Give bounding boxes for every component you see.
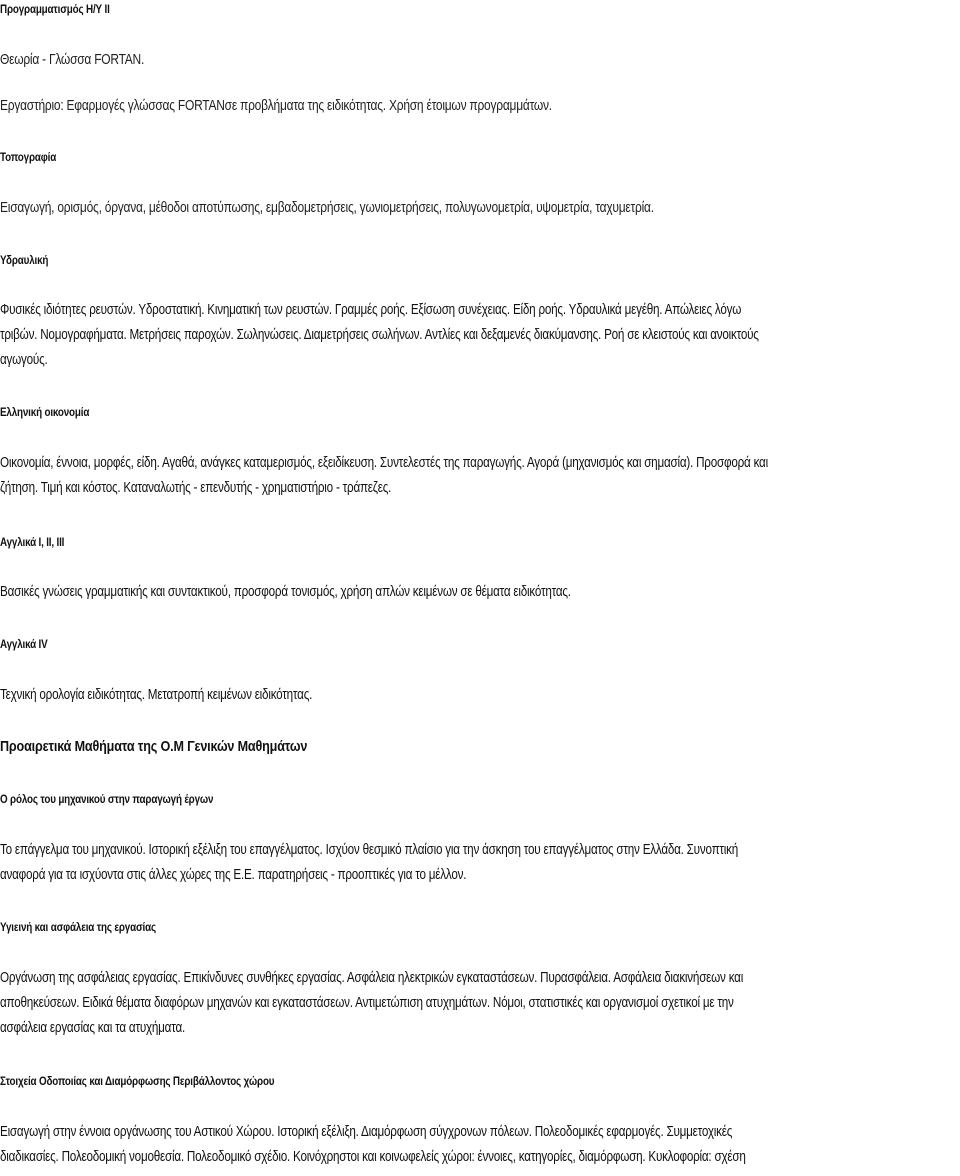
section-heading-programming: Προγραμματισμός Η/Υ ΙΙ [0, 2, 110, 16]
section-heading-hydraulics: Υδραυλική [0, 253, 49, 267]
section-text-line: Το επάγγελμα του μηχανικού. Ιστορική εξέλιξη του επαγγέλματος. Ισχύον θεσμικό πλαίσιο για την άσκηση του επαγγέλματος στην Ελλάδα. Συνοπτική [0, 841, 739, 858]
section-heading-economy: Ελληνική οικονομία [0, 405, 90, 419]
section-heading-engineer-role: Ο ρόλος του μηχανικού στην παραγωγή έργων [0, 792, 214, 806]
section-text-line: ζήτηση. Τιμή και κόστος. Καταναλωτής - επενδυτής - χρηματιστήριο - τράπεζες. [0, 479, 392, 496]
section-text-line: Εισαγωγή, ορισμός, όργανα, μέθοδοι αποτύπωσης, εμβαδομετρήσεις, γωνιομετρήσεις, πολυγωνομετρία, υψομετρία, ταχυμετρία. [0, 199, 654, 216]
section-text-line: αποθηκεύσεων. Ειδικά θέματα διαφόρων μηχανών και εγκαταστάσεων. Αντιμετώπιση ατυχημάτων. Νόμοι, στατιστικές και οργανισμοί σχετικοί με την [0, 994, 734, 1011]
section-heading-road-design: Στοιχεία Οδοποιίας και Διαμόρφωσης Περιβάλλοντος χώρου [0, 1074, 275, 1088]
section-text-line: Βασικές γνώσεις γραμματικής και συντακτικού, προσφορά τονισμός, χρήση απλών κειμένων σε θέματα ειδικότητας. [0, 583, 571, 600]
section-heading-health-safety: Υγιεινή και ασφάλεια της εργασίας [0, 920, 156, 934]
section-text-line: αναφορά για τα ισχύοντα στις άλλες χώρες της Ε.Ε. παρατηρήσεις - προοπτικές για το μέλλον. [0, 866, 467, 883]
section-text-line: Τεχνική ορολογία ειδικότητας. Μετατροπή κειμένων ειδικότητας. [0, 686, 313, 703]
section-heading-english-4: Αγγλικά ΙV [0, 637, 48, 651]
section-text-line: Θεωρία - Γλώσσα FORTAN. [0, 51, 145, 68]
section-text-line: Οικονομία, έννοια, μορφές, είδη. Αγαθά, ανάγκες καταμερισμός, εξειδίκευση. Συντελεστές της παραγωγής. Αγορά (μηχανισμός και σημασία). Προσφορά και [0, 454, 768, 471]
section-text-line: Εισαγωγή στην έννοια οργάνωσης του Αστικού Χώρου. Ιστορική εξέλιξη. Διαμόρφωση σύγχρονων πόλεων. Πολεοδομικές εφαρμογές. Συμμετοχικές [0, 1123, 733, 1140]
section-heading-topography: Τοπογραφία [0, 150, 57, 164]
page-main-heading: Προαιρετικά Μαθήματα της Ο.Μ Γενικών Μαθημάτων [0, 738, 308, 755]
section-text-line: τριβών. Νομογραφήματα. Μετρήσεις παροχών. Σωληνώσεις. Διαμετρήσεις σωλήνων. Αντλίες και δεξαμενές διακύμανσης. Ροή σε κλειστούς και ανοικτούς [0, 326, 759, 343]
section-heading-english-1-3: Αγγλικά Ι, ΙΙ, ΙΙΙ [0, 535, 65, 549]
section-text-line: αγωγούς. [0, 351, 48, 368]
section-text-line: ασφάλεια εργασίας και τα ατυχήματα. [0, 1019, 185, 1036]
section-text-line: Οργάνωση της ασφάλειας εργασίας. Επικίνδυνες συνθήκες εργασίας. Ασφάλεια ηλεκτρικών εγκαταστάσεων. Πυρασφάλεια. Ασφάλεια διακινήσεων και [0, 969, 744, 986]
section-text-line: Εργαστήριο: Εφαρμογές γλώσσας FORTANσε προβλήματα της ειδικότητας. Χρήση έτοιμων προγραμμάτων. [0, 97, 552, 114]
section-text-line: διαδικασίες. Πολεοδομική νομοθεσία. Πολεοδομικό σχέδιο. Κοινόχρηστοι και κοινωφελείς χώροι: έννοιες, κατηγορίες, διαμόρφωση. Κυκλοφορία: σχέση [0, 1148, 746, 1165]
section-text-line: Φυσικές ιδιότητες ρευστών. Υδροστατική. Κινηματική των ρευστών. Γραμμές ροής. Εξίσωση συνέχειας. Είδη ροής. Υδραυλικά μεγέθη. Απώλειες λόγω [0, 301, 742, 318]
